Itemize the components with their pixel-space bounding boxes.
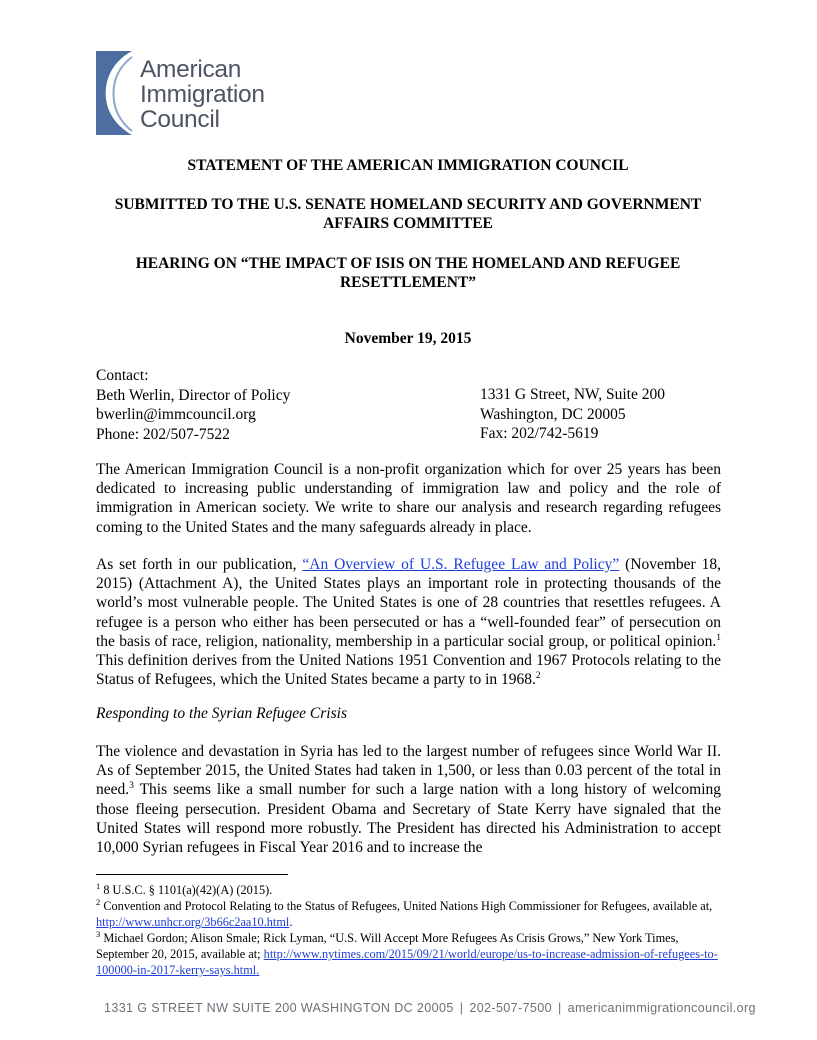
contact-name: Beth Werlin, Director of Policy <box>96 386 291 404</box>
address-line-2: Washington, DC 20005 <box>480 405 626 423</box>
footer-phone: 202-507-7500 <box>469 1001 552 1015</box>
syria-text-1: The violence and devastation in Syria has led to the largest number of refugees since World War II. As of September 2015, the United States had taken in 1,500, or less than 0.03 percent of the total in need. <box>96 743 721 799</box>
statement-date: November 19, 2015 <box>344 330 472 347</box>
contact-email: bwerlin@immcouncil.org <box>96 406 256 423</box>
footer-separator-1: | <box>459 1001 464 1015</box>
hearing-title-line-2: RESETTLEMENT” <box>339 274 477 291</box>
intro-paragraph <box>96 460 721 537</box>
hearing-title-line-1: HEARING ON “THE IMPACT OF ISIS ON THE HOMELAND AND REFUGEE <box>135 255 681 272</box>
footnote-divider <box>96 874 288 875</box>
footer-address: 1331 G STREET NW SUITE 200 WASHINGTON DC 20005 <box>104 1001 454 1015</box>
footer-separator-2: | <box>557 1001 562 1015</box>
footnote-text-1: 8 U.S.C. § 1101(a)(42)(A) (2015). <box>100 883 273 897</box>
footnote-number-3: 3 <box>96 929 101 939</box>
footer-website: americanimmigrationcouncil.org <box>567 1001 756 1015</box>
logo-line-2: Immigration <box>140 81 265 108</box>
statement-title: STATEMENT OF THE AMERICAN IMMIGRATION COUNCIL <box>187 157 629 174</box>
footnote-text-2-end: . <box>289 915 293 929</box>
aic-logo <box>96 49 286 137</box>
logo-line-3: Council <box>140 106 220 133</box>
overview-publication-link[interactable]: “An Overview of U.S. Refugee Law and Policy” <box>302 556 620 573</box>
contact-label: Contact: <box>96 367 149 384</box>
syria-text-2: This seems like a small number for such a large nation with a long history of welcoming those fleeing persecution. President Obama and Secretary of State Kerry have signaled that the United States will respond more robustly. The President has directed his Administration to accept 10,000 Syrian refugees in Fiscal Year 2016 and to increase the <box>96 781 721 857</box>
overview-paragraph <box>96 555 721 689</box>
overview-text-2: (November 18, 2015) (Attachment A), the United States plays an important role in protecting thousands of the world’s most vulnerable people. The United States is one of 28 countries that resettles refugees. A refugee is a person who either has been persecuted or has a “well-founded fear” of persecution on the basis of race, religion, nationality, membership in a particular social group, or political opinion. <box>96 556 721 650</box>
footnote-number-2: 2 <box>96 897 101 907</box>
footnote-text-3: Michael Gordon; Alison Smale; Rick Lyman, “U.S. Will Accept More Refugees As Crisis Grows,” New York Times, September 20, 2015, available at; <box>96 931 679 961</box>
address-block <box>480 385 665 444</box>
footnotes <box>96 882 721 978</box>
submitted-to-line-1: SUBMITTED TO THE U.S. SENATE HOMELAND SECURITY AND GOVERNMENT <box>114 196 702 213</box>
submitted-to-line-2: AFFAIRS COMMITTEE <box>323 215 493 232</box>
logo-mark-icon <box>96 49 136 137</box>
fax: Fax: 202/742-5619 <box>480 425 599 442</box>
footnote-1 <box>96 882 721 898</box>
footnote-ref-1: 1 <box>716 632 721 643</box>
footnote-text-2: Convention and Protocol Relating to the Status of Refugees, United Nations High Commissioner for Refugees, available at, <box>100 899 713 913</box>
footnote-ref-2: 2 <box>535 671 541 682</box>
contact-phone: Phone: 202/507-7522 <box>96 425 230 443</box>
footnote-3 <box>96 930 721 978</box>
overview-text-1: As set forth in our publication, <box>96 556 303 573</box>
footnote-2 <box>96 898 721 930</box>
footnote-ref-3: 3 <box>129 781 134 792</box>
footnote-number-1: 1 <box>96 881 101 891</box>
overview-text-3: This definition derives from the United Nations 1951 Convention and 1967 Protocols relating to the Status of Refugees, which the United States became a party to in 1968. <box>96 652 721 689</box>
intro-text: The American Immigration Council is a non-profit organization which for over 25 years has been dedicated to increasing public understanding of immigration law and policy and the role of immigration in American society. We write to share our analysis and research regarding refugees coming to the United States and the many safeguards already in place. <box>96 461 721 536</box>
section-heading: Responding to the Syrian Refugee Crisis <box>96 705 347 722</box>
address-line-1: 1331 G Street, NW, Suite 200 <box>480 386 665 403</box>
logo-line-1: American <box>140 56 242 83</box>
nytimes-link[interactable]: http://www.nytimes.com/2015/09/21/world/europe/us-to-increase-admission-of-refugees-to-100000-in-2017-kerry-says.html. <box>96 947 718 977</box>
contact-block <box>96 366 290 444</box>
unhcr-link[interactable]: http://www.unhcr.org/3b66c2aa10.html <box>96 915 290 929</box>
page-footer <box>0 1001 817 1015</box>
syria-paragraph <box>96 742 721 857</box>
